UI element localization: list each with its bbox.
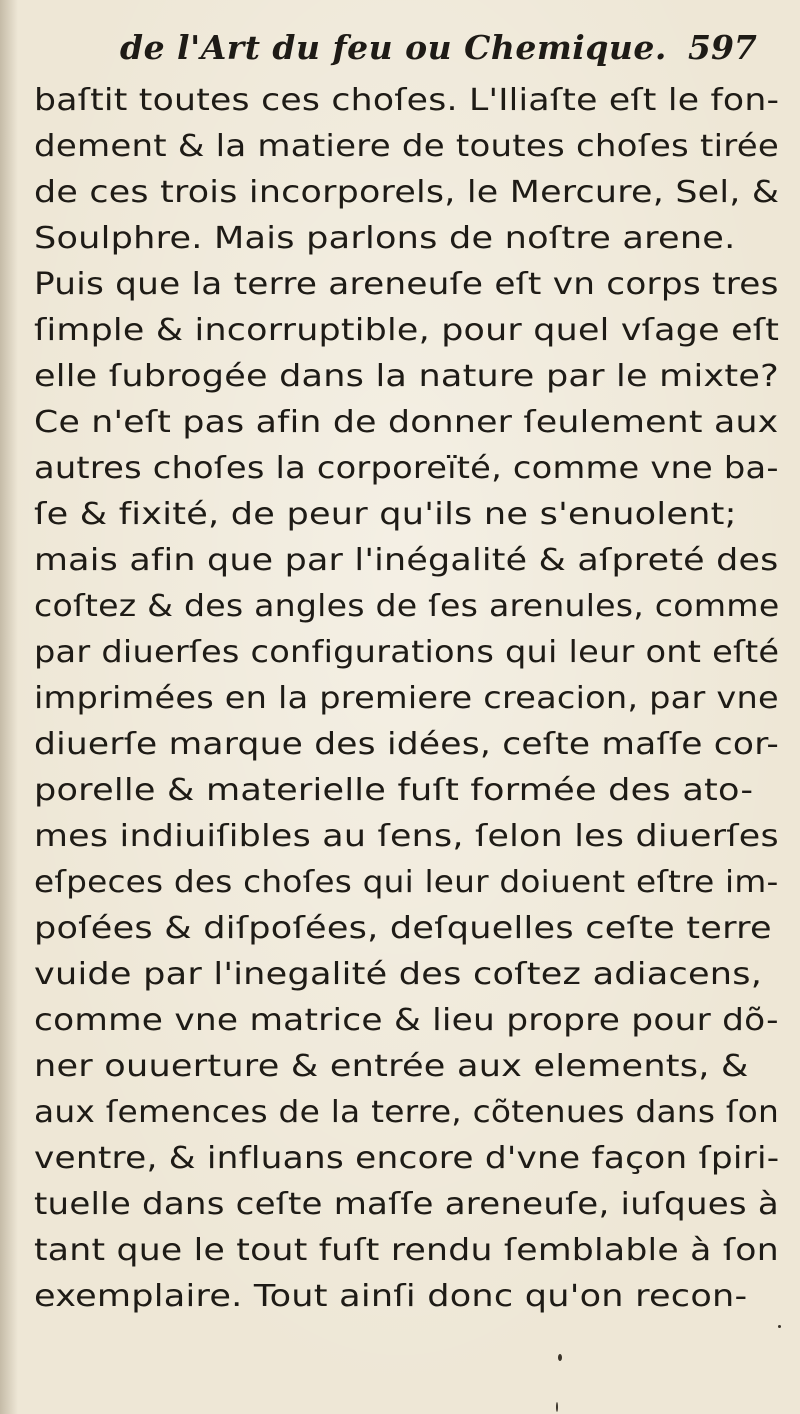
text-line: comme vne matrice & lieu propre pour dõ- <box>34 1003 779 1038</box>
text-line: elle ſubrogée dans la nature par le mixte? <box>34 359 779 394</box>
text-line: baſtit toutes ces choſes. L'Iliaſte eſt le fon- <box>34 83 780 118</box>
text-line: dement & la matiere de toutes choſes tirée <box>34 129 780 164</box>
text-line: Soulphre. Mais parlons de noſtre arene. <box>34 221 736 256</box>
text-line: ſimple & incorruptible, pour quel vſage eſt <box>34 313 780 348</box>
text-line: Ce n'eſt pas afin de donner ſeulement aux <box>34 405 779 440</box>
text-line: mais afin que par l'inégalité & aſpreté des <box>34 543 779 578</box>
page-number: 597 <box>688 28 757 67</box>
text-line: tant que le tout fuſt rendu ſemblable à ſon <box>34 1233 779 1268</box>
text-line: ner ouuerture & entrée aux elements, & <box>34 1049 749 1084</box>
text-line: diuerſe marque des idées, ceſte maſſe cor- <box>34 727 780 762</box>
text-line: coſtez & des angles de ſes arenules, comme <box>34 589 780 624</box>
paper-speck <box>778 1325 781 1328</box>
text-line: porelle & materielle fuſt formée des ato- <box>34 773 754 808</box>
binding-shadow <box>0 0 18 1414</box>
text-line: ſe & fixité, de peur qu'ils ne s'enuolent; <box>34 497 737 532</box>
text-line: ventre, & influans encore d'vne façon ſpiri- <box>34 1141 780 1176</box>
text-line: imprimées en la premiere creacion, par vne <box>34 681 779 716</box>
text-line: autres choſes la corporeïté, comme vne ba- <box>34 451 779 486</box>
paper-speck <box>558 1354 562 1361</box>
text-line: vuide par l'inegalité des coſtez adiacens, <box>34 957 763 992</box>
page-header <box>0 14 800 74</box>
paper-speck <box>556 1402 558 1412</box>
text-line: eſpeces des choſes qui leur doiuent eſtre im- <box>34 865 779 900</box>
text-line: par diuerſes configurations qui leur ont eſté <box>34 635 780 670</box>
text-line: de ces trois incorporels, le Mercure, Sel, & <box>34 175 780 210</box>
text-line: aux ſemences de la terre, cõtenues dans ſon <box>34 1095 780 1130</box>
text-line: mes indiuiſibles au ſens, ſelon les diuerſes <box>34 819 779 854</box>
text-line: Puis que la terre areneuſe eſt vn corps tres <box>34 267 779 302</box>
text-line: exemplaire. Tout ainſi donc qu'on recon- <box>34 1279 748 1314</box>
running-head: de l'Art du feu ou Chemique. <box>120 28 667 67</box>
text-line: poſées & diſpoſées, deſquelles ceſte terre <box>34 911 772 946</box>
text-line: tuelle dans ceſte maſſe areneuſe, iuſques à <box>34 1187 779 1222</box>
